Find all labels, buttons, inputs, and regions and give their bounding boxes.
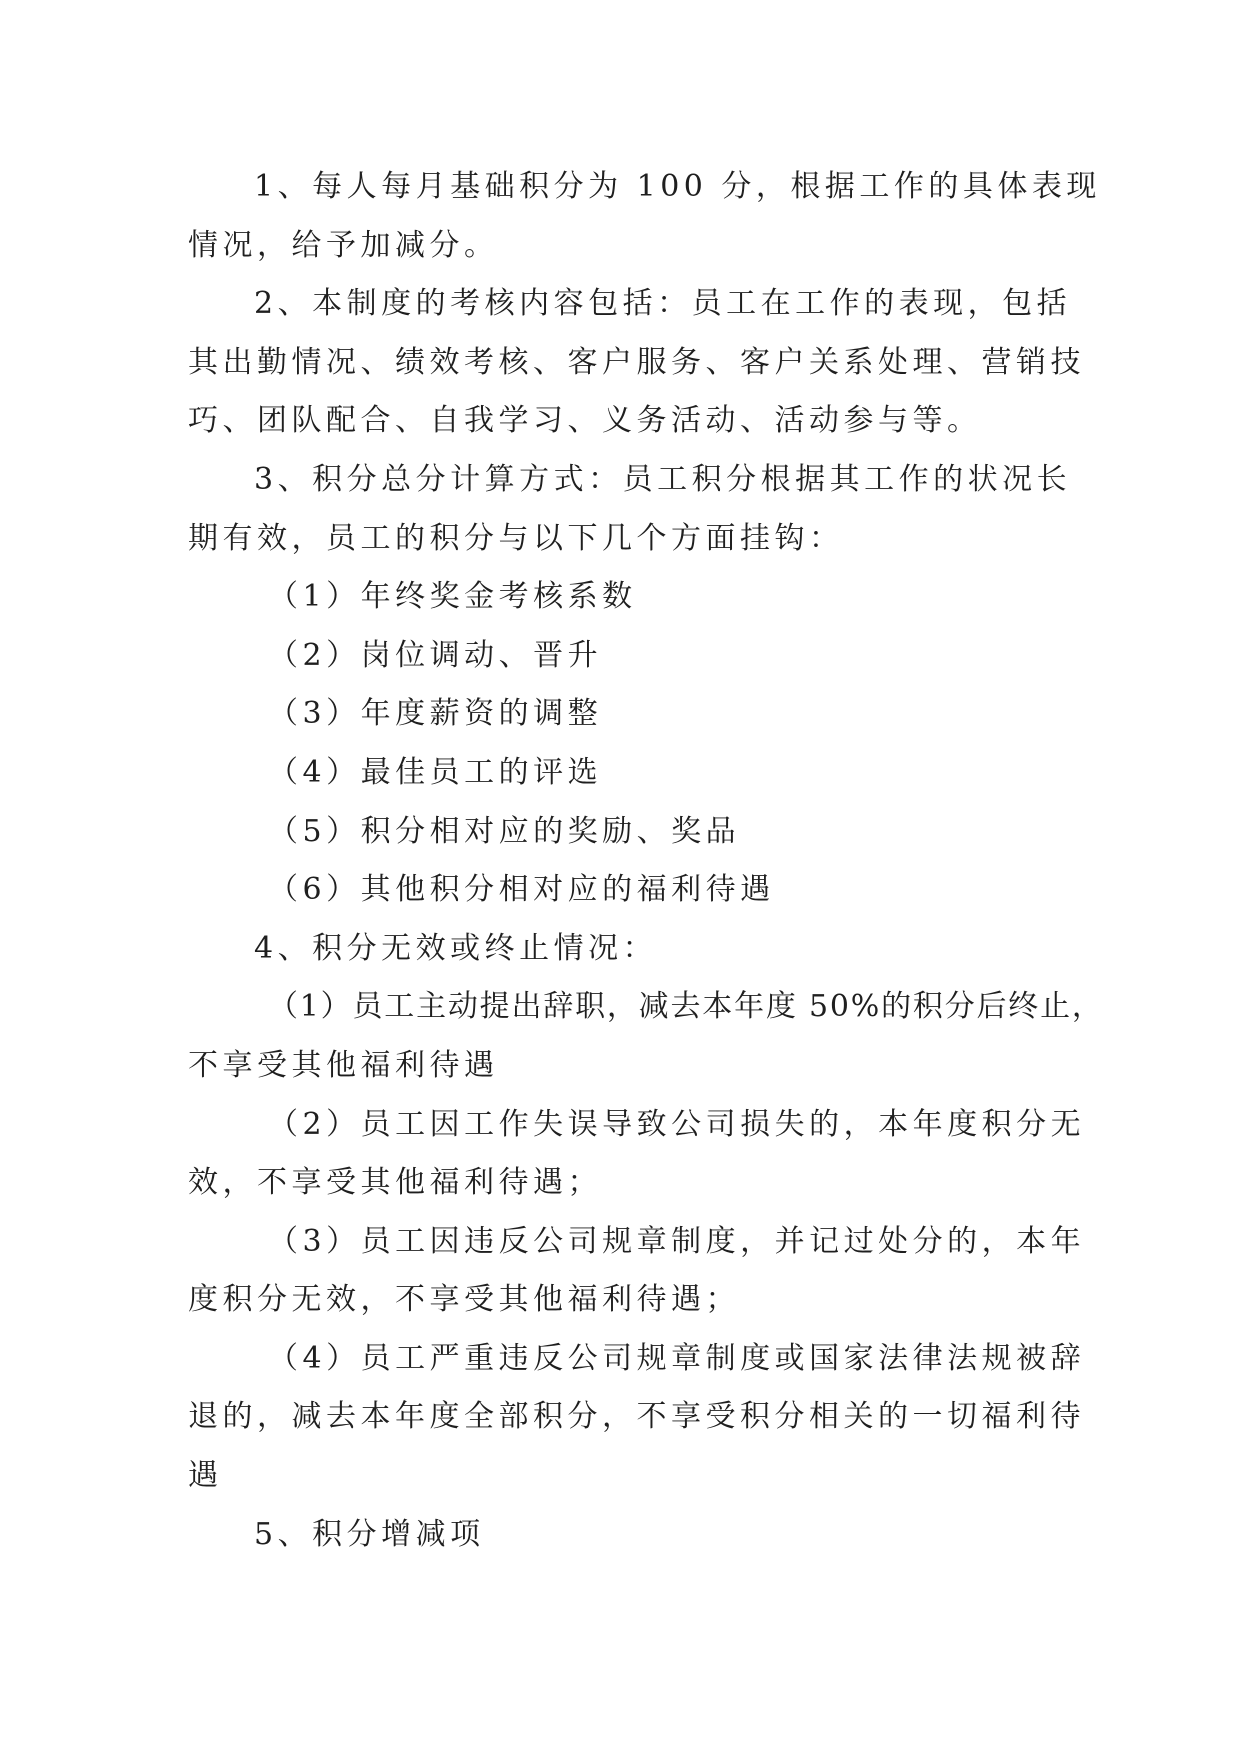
para-3-line-1: 3、积分总分计算方式：员工积分根据其工作的状况长 [254, 461, 1072, 497]
invalid-case-2-line-2: 效，不享受其他福利待遇； [188, 1165, 602, 1201]
list-item-3: （3）年度薪资的调整 [268, 696, 603, 732]
invalid-case-3-line-1: （3）员工因违反公司规章制度，并记过处分的，本年 [268, 1223, 1086, 1259]
list-item-5: （5）积分相对应的奖励、奖品 [268, 813, 741, 849]
para-2-line-3: 巧、团队配合、自我学习、义务活动、活动参与等。 [188, 403, 982, 439]
para-4-heading: 4、积分无效或终止情况： [254, 930, 658, 966]
para-3-line-2: 期有效，员工的积分与以下几个方面挂钩： [188, 520, 844, 556]
para-5-heading: 5、积分增减项 [254, 1516, 485, 1552]
invalid-case-4-line-1: （4）员工严重违反公司规章制度或国家法律法规被辞 [268, 1340, 1086, 1376]
invalid-case-1-line-2: 不享受其他福利待遇 [188, 1047, 499, 1083]
list-item-4: （4）最佳员工的评选 [268, 754, 603, 790]
list-item-1: （1）年终奖金考核系数 [268, 579, 637, 615]
list-item-2: （2）岗位调动、晋升 [268, 637, 603, 673]
list-item-6: （6）其他积分相对应的福利待遇 [268, 872, 775, 908]
document-body [188, 0, 1104, 1564]
invalid-case-4-line-3: 遇 [188, 1458, 223, 1494]
para-1-line-2: 情况，给予加减分。 [188, 227, 499, 263]
invalid-case-4-line-2: 退的，减去本年度全部积分，不享受积分相关的一切福利待 [188, 1399, 1085, 1435]
para-1-line-1: 1、每人每月基础积分为 100 分，根据工作的具体表现 [254, 169, 1101, 204]
para-2-line-1: 2、本制度的考核内容包括：员工在工作的表现，包括 [254, 286, 1072, 322]
invalid-case-3-line-2: 度积分无效，不享受其他福利待遇； [188, 1282, 740, 1318]
invalid-case-1-line-1: （1）员工主动提出辞职，减去本年度 50%的积分后终止， [268, 989, 1104, 1025]
para-2-line-2: 其出勤情况、绩效考核、客户服务、客户关系处理、营销技 [188, 344, 1085, 380]
invalid-case-2-line-1: （2）员工因工作失误导致公司损失的，本年度积分无 [268, 1106, 1086, 1142]
